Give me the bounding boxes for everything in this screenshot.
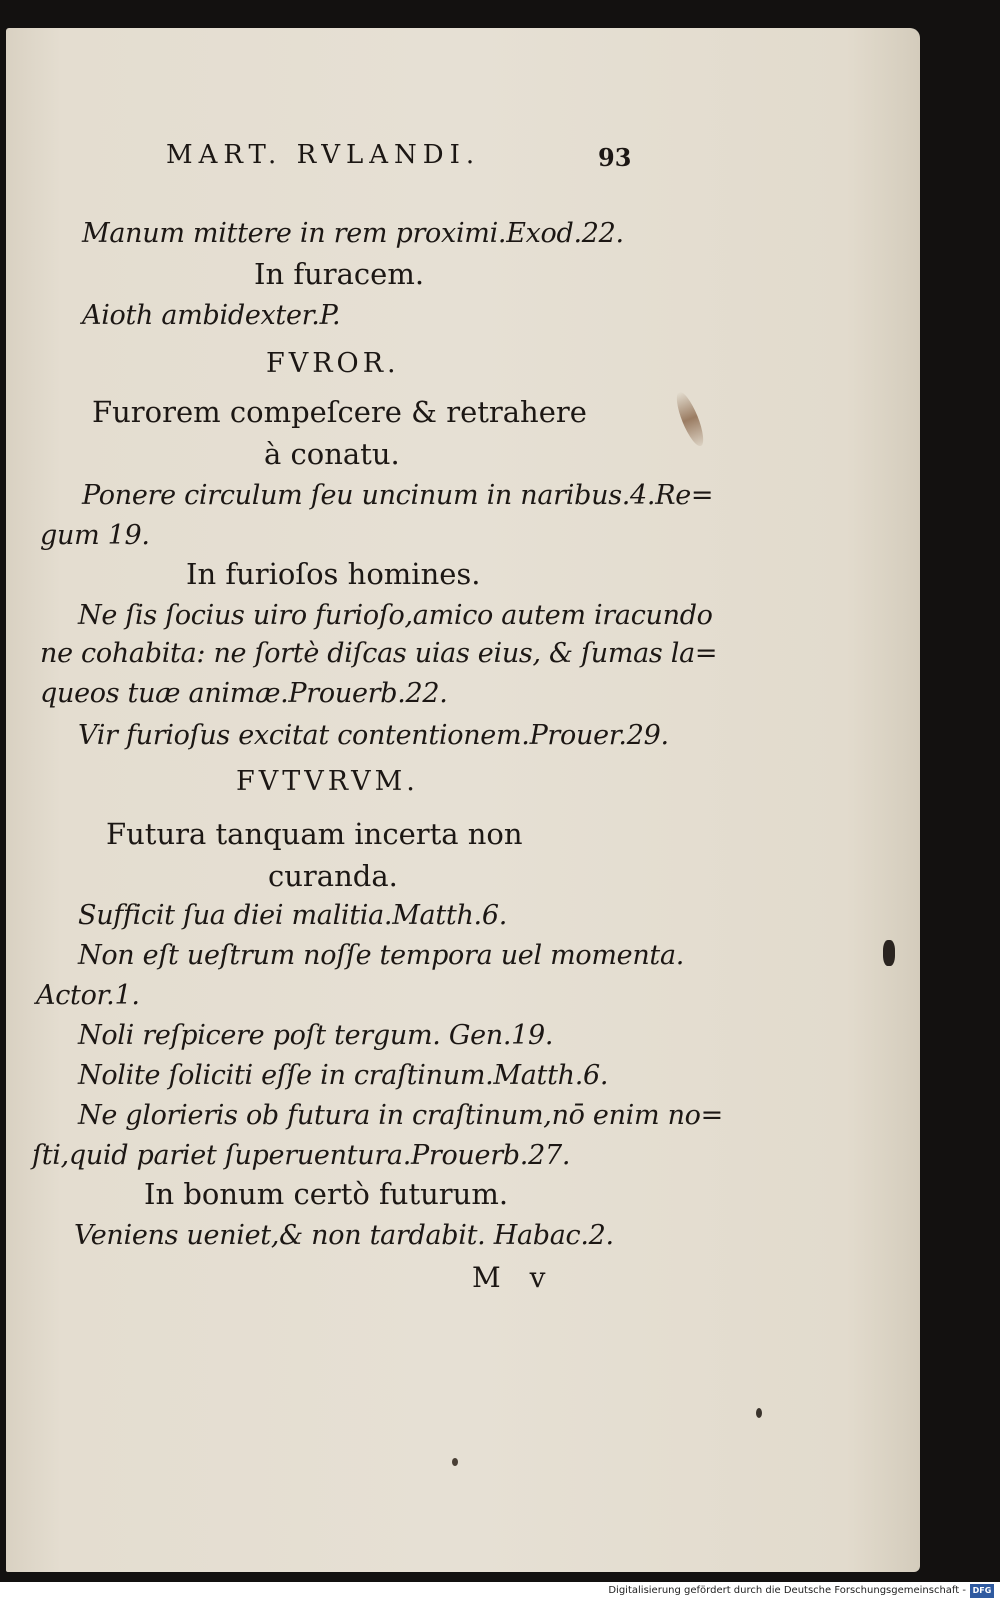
binding-mark	[883, 940, 895, 966]
subheading: In furacem.	[254, 257, 425, 291]
book-page	[6, 28, 920, 1572]
credit-bar	[0, 1582, 1000, 1601]
text-line: Sufficit ſua diei malitia.Matth.6.	[78, 900, 507, 931]
subheading: curanda.	[268, 859, 398, 893]
text-line: Aioth ambidexter.P.	[82, 300, 341, 331]
text-line: gum 19.	[40, 520, 150, 551]
subheading: Futura tanquam incerta non	[106, 817, 523, 851]
text-line: Ne glorieris ob futura in craſtinum,nō enim no=	[78, 1100, 723, 1131]
running-head: MART. RVLANDI.	[166, 140, 481, 170]
credit-text: Digitalisierung gefördert durch die Deutsche Forschungsgemeinschaft -	[608, 1585, 966, 1596]
subheading: In bonum certò futurum.	[144, 1177, 509, 1211]
text-line: Ne ſis ſocius uiro furioſo,amico autem iracundo	[78, 600, 713, 631]
text-line: ne cohabita: ne ſortè diſcas uias eius, & ſumas la=	[40, 638, 718, 669]
text-line: Ponere circulum ſeu uncinum in naribus.4.Re=	[82, 480, 714, 511]
text-line: Noli reſpicere poſt tergum. Gen.19.	[78, 1020, 554, 1051]
text-line: Veniens ueniet,& non tardabit. Habac.2.	[74, 1220, 614, 1251]
paper-speck	[452, 1458, 458, 1466]
catchword: M v	[472, 1261, 556, 1294]
subheading: à conatu.	[264, 437, 400, 471]
text-line: Vir furioſus excitat contentionem.Prouer.29.	[78, 720, 669, 751]
page-text	[6, 28, 920, 1572]
page-number: 93	[598, 143, 632, 172]
text-line: ſti,quid pariet ſuperuentura.Prouerb.27.	[32, 1140, 571, 1171]
text-line: queos tuæ animæ.Prouerb.22.	[40, 678, 448, 709]
text-line: Manum mittere in rem proximi.Exod.22.	[82, 218, 624, 249]
section-heading: FVTVRVM.	[236, 766, 419, 797]
section-heading: FVROR.	[266, 348, 400, 379]
subheading: In furioſos homines.	[186, 557, 481, 591]
text-line: Actor.1.	[36, 980, 140, 1011]
subheading: Furorem compeſcere & retrahere	[92, 395, 587, 429]
dfg-logo: DFG	[970, 1584, 994, 1598]
paper-speck	[756, 1408, 762, 1418]
text-line: Non eſt ueſtrum noſſe tempora uel momenta.	[78, 940, 685, 971]
text-line: Nolite ſoliciti eſſe in craſtinum.Matth.6.	[78, 1060, 609, 1091]
